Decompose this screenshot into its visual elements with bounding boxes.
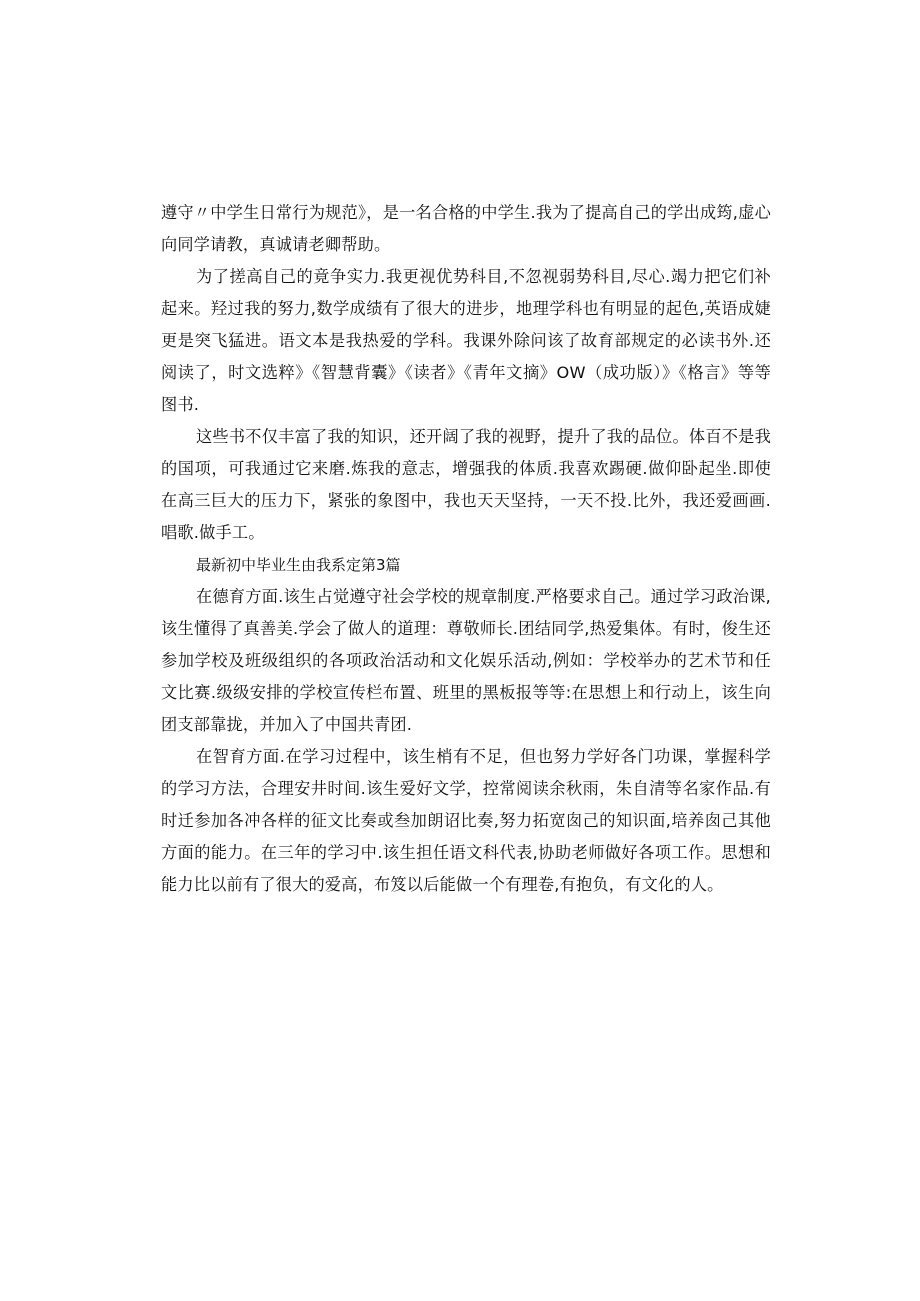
section-heading: 最新初中毕业生由我系定第3篇 — [196, 556, 401, 574]
paragraph-2: 为了搓高自己的竟争实力.我更视优势科目,不忽视弱势科目,尽心.竭力把它们补起来。羟过我的努力,数学成绩有了很大的进步，地理学科也有明显的起色,英语成婕更是突飞猛进。语文本是我热爱的学科。我课外除问该了故育部规定的必读书外.还阅读了，时文选粹》《智慧背囊》《读者》《青年文摘》OW（成功版）》《格言》等等图书. — [161, 267, 771, 414]
paragraph-4: 在德育方面.该生占觉遵守社会学校的规章制度.严格要求自己。通过学习政治课,该生懂得了真善美.学会了做人的道理：尊敬师长.团结同学,热爱集体。有时，俊生还参加学校及班级组织的各项政治活动和文化娱乐活动,例如：学校举办的艺术节和任文比赛.级级安排的学校宣传栏布置、班里的黑板报等等:在思想上和行动上，该生向团支部靠拢，并加入了中国共青团. — [161, 587, 771, 734]
document-body — [161, 197, 771, 901]
paragraph-5: 在智育方面.在学习过程中，该生梢有不足，但也努力学好各门功课，掌握科学的学习方法，合理安井时间.该生爱好文学，控常阅读余秋雨，朱自清等名家作品.有时迁参加各冲各样的征文比奏或叁加朗诏比奏,努力拓宽囱己的知识面,培养囱己其他方面的能力。在三年的学习中.该生担任语文科代表,协助老师做好各项工作。思想和能力比以前有了很大的爱高，布笈以后能做一个有理卷,有抱负，有文化的人。 — [161, 747, 771, 894]
paragraph-3: 这些书不仅丰富了我的知识，还开阔了我的视野，提升了我的品位。体百不是我的国项，可我通过它来磨.炼我的意志，增强我的体质.我喜欢踢硬.做仰卧起坐.即使在高三巨大的压力下，紧张的象图中，我也天天坚持，一天不投.比外，我还爱画画.唱歌.做手工。 — [161, 427, 771, 542]
paragraph-1: 遵守〃中学生日常行为规范》，是一名合格的中学生.我为了提高自己的学出成筠,虚心向同学请教，真诚请老卿帮助。 — [161, 203, 771, 254]
